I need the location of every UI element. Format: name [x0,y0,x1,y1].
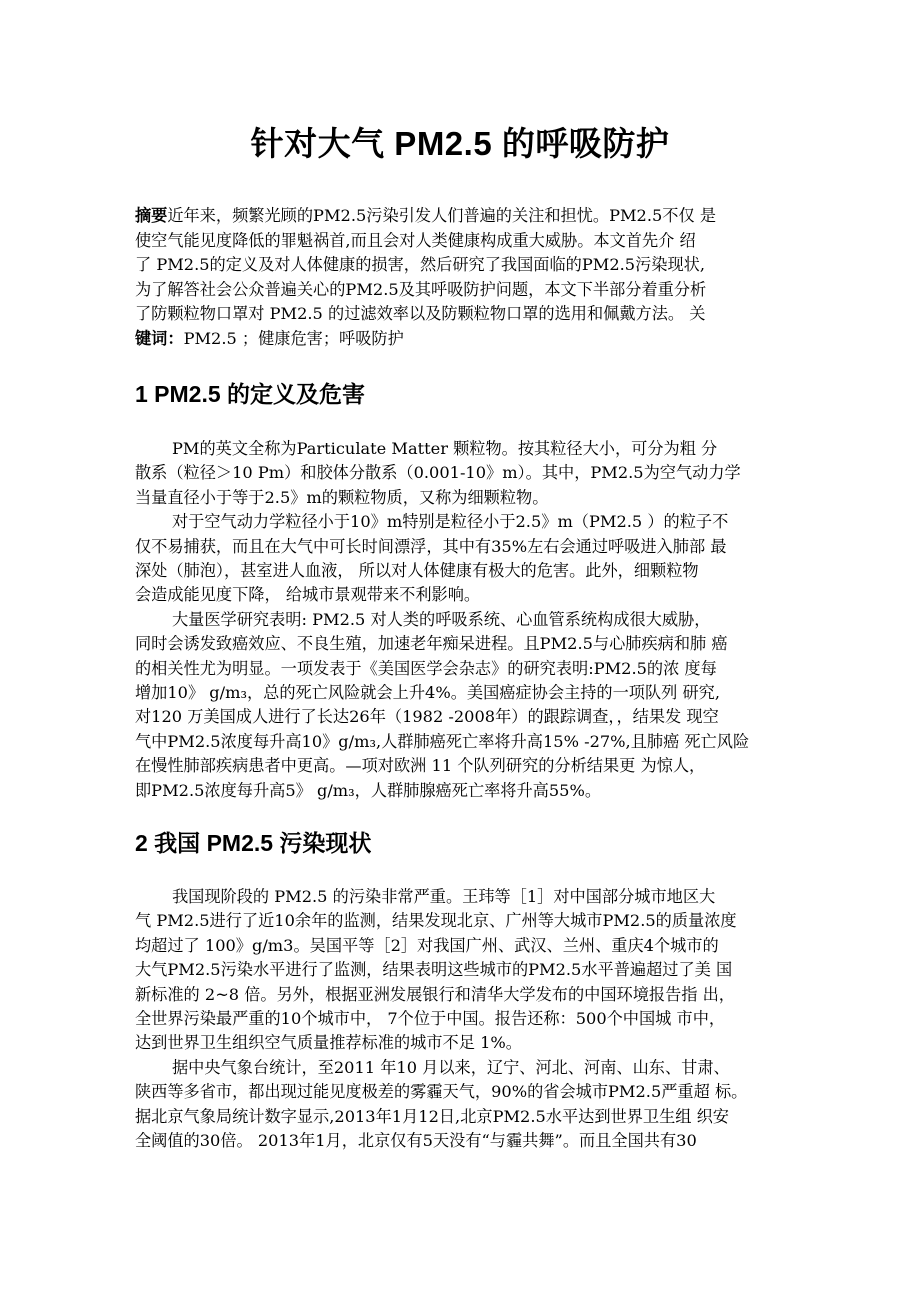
abstract-line: 了 PM2.5的定义及对人体健康的损害，然后研究了我国面临的PM2.5污染现状, [135,255,705,274]
page-title: 针对大气 PM2.5 的呼吸防护 [250,125,670,162]
abstract-line: 使空气能见度降低的罪魁祸首,而且会对人类健康构成重大威胁。本文首先介 绍 [135,230,696,250]
keywords-line [135,327,785,352]
paragraph-line: 全世界污染最严重的10个城市中， 7个位于中国。报告还称：500个中国城 市中， [135,1009,726,1029]
paragraph-line: 气中PM2.5浓度每升高10》g/m₃,人群肺癌死亡率将升高15% -27%,且肺癌 死亡风险 [135,731,750,751]
abstract-line: 了防颗粒物口罩对 PM2.5 的过滤效率以及防颗粒物口罩的选用和佩戴方法。 关 [135,304,706,323]
section-2-heading: 2 我国 PM2.5 污染现状 [135,830,372,856]
paragraph-line: 据中央气象台统计，至2011 年10 月以来，辽宁、河北、河南、山东、甘肃、 [172,1057,730,1077]
paragraph-line: 我国现阶段的 PM2.5 的污染非常严重。王玮等［1］对中国部分城市地区大 [172,887,716,906]
paragraph-line: 对于空气动力学粒径小于10》m特别是粒径小于2.5》m（PM2.5 ）的粒子不 [172,512,729,532]
paragraph-line: 达到世界卫生组织空气质量推荐标准的城市不足 1%。 [135,1033,522,1053]
section-2-body [135,885,795,1153]
paragraph-line: PM的英文全称为Particulate Matter 颗粒物。按其粒径大小，可分为粗 分 [172,439,718,458]
abstract [135,204,785,351]
paragraph-line: 的相关性尤为明显。一项发表于《美国医学会杂志》的研究表明:PM2.5的浓 度每 [135,658,717,678]
paragraph-line: 气 PM2.5进行了近10余年的监测，结果发现北京、广州等大城市PM2.5的质量浓度 [135,911,737,931]
paragraph-line: 全阈值的30倍。 2013年1月，北京仅有5天没有“与霾共舞”。而且全国共有30 [135,1131,697,1151]
paragraph-line: 据北京气象局统计数字显示,2013年1月12日,北京PM2.5水平达到世界卫生组 织安 [135,1106,729,1126]
paragraph-line: 大气PM2.5污染水平进行了监测，结果表明这些城市的PM2.5水平普遍超过了美 国 [135,960,733,980]
section-1-heading: 1 PM2.5 的定义及危害 [135,381,366,407]
abstract-line: 为了解答社会公众普遍关心的PM2.5及其呼吸防护问题，本文下半部分着重分析 [135,279,707,299]
paragraph-line: 仅不易捕获，而且在大气中可长时间漂浮，其中有35%左右会通过呼吸进入肺部 最 [135,536,727,556]
paragraph-line: 大量医学研究表明: PM2.5 对人类的呼吸系统、心血管系统构成很大威胁， [172,609,711,629]
keywords-text: PM2.5 ；健康危害；呼吸防护 [183,328,404,348]
abstract-line: 摘要近年来，频繁光顾的PM2.5污染引发人们普遍的关注和担忧。PM2.5不仅 是 [135,206,717,225]
paragraph-line: 深处（肺泡），甚室进人血液， 所以对人体健康有极大的危害。此外，细颗粒物 [135,561,699,581]
paragraph-line: 在慢性肺部疾病患者中更高。—项对欧洲 11 个队列研究的分析结果更 为惊人， [135,756,706,776]
keywords-label: 键词： [135,328,184,348]
paragraph-line: 新标准的 2~8 倍。另外，根据亚洲发展银行和清华大学发布的中国环境报告指 出， [135,984,735,1004]
abstract-label: 摘要 [135,206,168,225]
paragraph-line: 会造成能见度下降， 给城市景观带来不利影响。 [135,585,481,605]
paragraph-line: 同时会诱发致癌效应、不良生殖，加速老年痴呆进程。且PM2.5与心肺疾病和肺 癌 [135,634,728,654]
paragraph-line: 即PM2.5浓度每升高5》 g/m₃，人群肺腺癌死亡率将升高55%。 [135,780,602,800]
paragraph-line: 增加10》 g/m₃，总的死亡风险就会上升4%。美国癌症协会主持的一项队列 研究, [135,683,720,703]
paragraph-line: 对120 万美国成人进行了长达26年（1982 -2008年）的跟踪调查，，结果发 现空 [135,707,719,727]
paragraph-line: 陕西等多省市，都出现过能见度极差的雾霾天气，90%的省会城市PM2.5严重超 标。 [135,1082,748,1102]
paragraph-line: 散系（粒径＞10 Pm）和胶体分散系（0.001-10》m）。其中，PM2.5为空气动力学 [135,463,741,483]
section-1-body [135,437,795,803]
paragraph-line: 均超过了 100》g/m3。吴国平等［2］对我国广州、武汉、兰州、重庆4个城市的 [135,935,719,955]
paragraph-line: 当量直径小于等于2.5》m的颗粒物质，又称为细颗粒物。 [135,487,549,507]
